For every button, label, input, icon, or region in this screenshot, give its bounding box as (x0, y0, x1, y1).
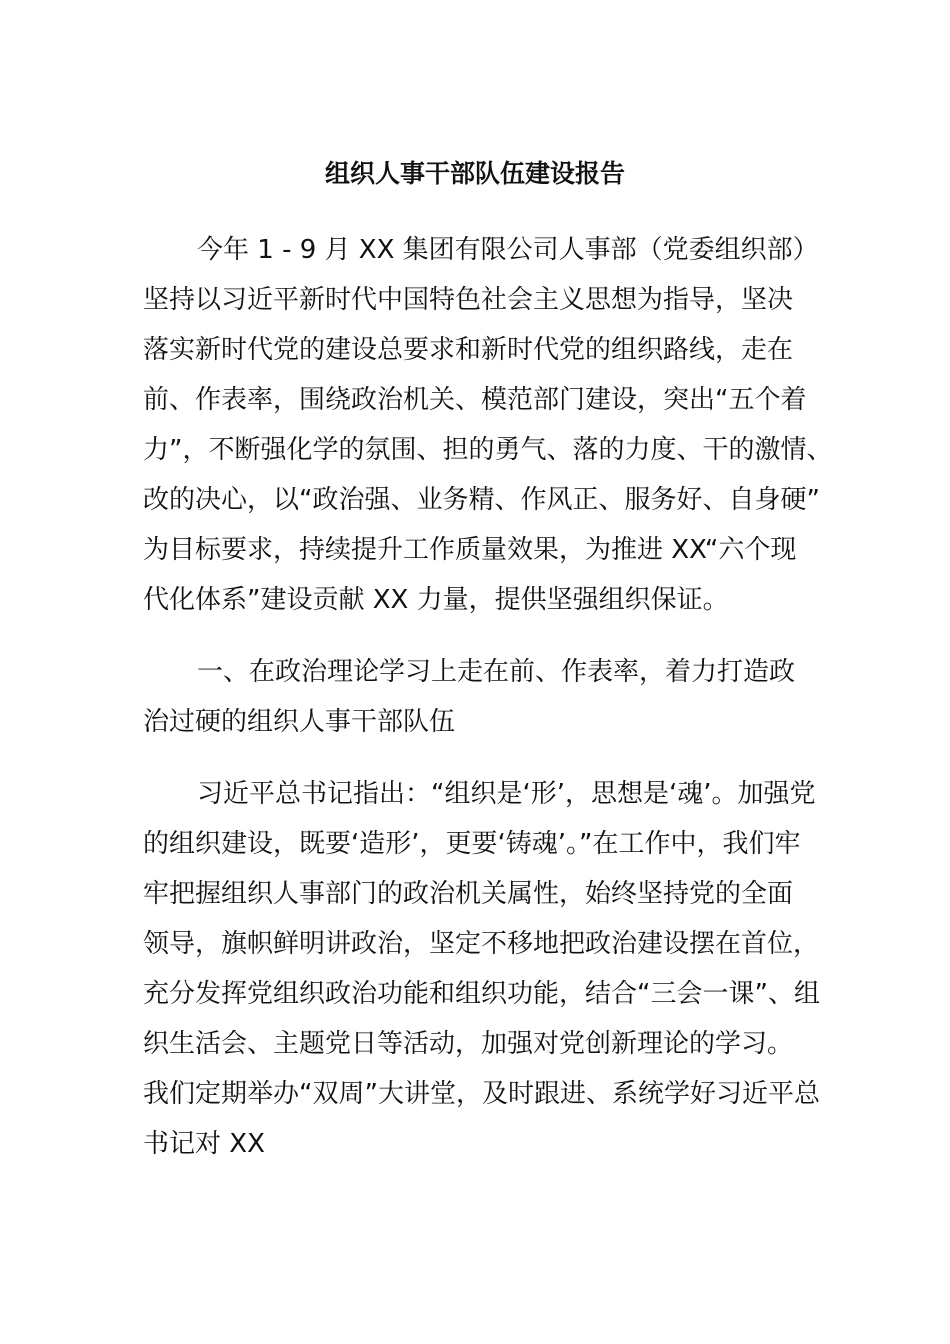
paragraph-line: 落实新时代党的建设总要求和新时代党的组织路线，走在 (143, 335, 794, 365)
paragraph-line: 代化体系”建设贡献 XX 力量，提供坚强组织保证。 (143, 585, 729, 615)
paragraph-line: 织生活会、主题党日等活动，加强对党创新理论的学习。 (143, 1029, 794, 1059)
paragraph-line: 书记对 XX (143, 1129, 265, 1159)
paragraph-line: 改的决心，以“政治强、业务精、作风正、服务好、自身硬” (143, 485, 820, 515)
paragraph-line: 领导，旗帜鲜明讲政治，坚定不移地把政治建设摆在首位， (143, 929, 820, 959)
paragraph-line: 前、作表率，围绕政治机关、模范部门建设，突出“五个着 (143, 385, 807, 415)
paragraph-line: 坚持以习近平新时代中国特色社会主义思想为指导，坚决 (143, 285, 794, 315)
paragraph-line: 我们定期举办“双周”大讲堂，及时跟进、系统学好习近平总 (143, 1079, 820, 1109)
document-title: 组织人事干部队伍建设报告 (324, 159, 625, 188)
paragraph-line: 习近平总书记指出：“组织是‘形’，思想是‘魂’。加强党 (197, 779, 816, 809)
paragraph-line: 今年 1 - 9 月 XX 集团有限公司人事部（党委组织部） (197, 235, 819, 265)
paragraph-section-1 (143, 769, 823, 1169)
heading-line: 一、在政治理论学习上走在前、作表率，着力打造政 (197, 657, 796, 687)
paragraph-line: 的组织建设，既要‘造形’，更要‘铸魂’。”在工作中，我们牢 (143, 829, 801, 859)
paragraph-line: 为目标要求，持续提升工作质量效果，为推进 XX“六个现 (143, 535, 797, 565)
section-heading-1 (143, 647, 823, 747)
heading-line: 治过硬的组织人事干部队伍 (143, 707, 456, 737)
paragraph-line: 充分发挥党组织政治功能和组织功能，结合“三会一课”、组 (143, 979, 820, 1009)
paragraph-line: 力”，不断强化学的氛围、担的勇气、落的力度、干的激情、 (143, 435, 833, 465)
paragraph-intro (143, 225, 833, 625)
paragraph-line: 牢把握组织人事部门的政治机关属性，始终坚持党的全面 (143, 879, 794, 909)
